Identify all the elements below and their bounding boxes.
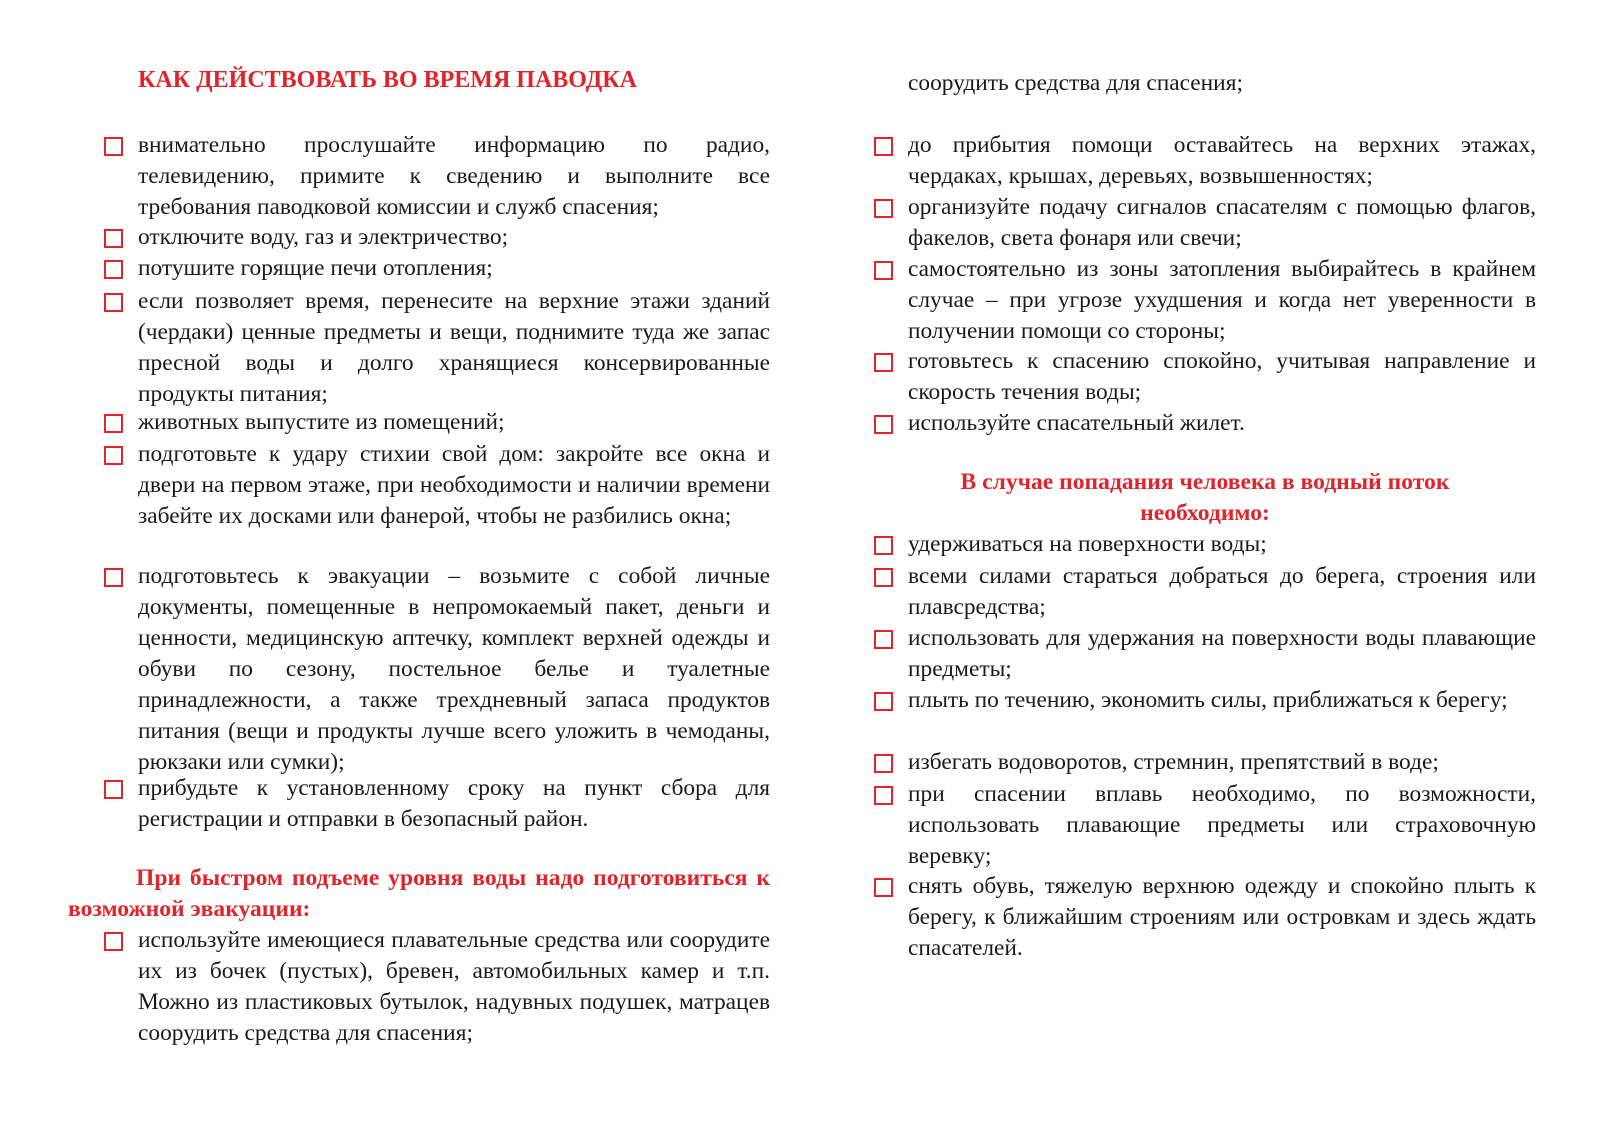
checkbox-icon[interactable]	[874, 199, 893, 218]
list-item: организуйте подачу сигналов спасателям с помощью флагов, факелов, света фонаря или свечи;	[908, 194, 1536, 251]
checkbox-icon[interactable]	[104, 414, 123, 433]
checkbox-icon[interactable]	[874, 353, 893, 372]
list-item: подготовьтесь к эвакуации – возьмите с собой личные документы, помещенные в непромокаемый пакет, деньги и ценности, медицинскую аптечку, комплект верхней одежды и обуви по сезону, постельное белье и туалетные принадлежности, а также трехдневный запаса продуктов питания (вещи и продукты лучше всего уложить в чемоданы, рюкзаки или сумки);	[138, 563, 770, 775]
checkbox-icon[interactable]	[874, 415, 893, 434]
list-item: потушите горящие печи отопления;	[138, 255, 493, 281]
checkbox-icon[interactable]	[874, 261, 893, 280]
checkbox-icon[interactable]	[874, 630, 893, 649]
checkbox-icon[interactable]	[104, 568, 123, 587]
checkbox-icon[interactable]	[874, 754, 893, 773]
checkbox-icon[interactable]	[874, 137, 893, 156]
checkbox-icon[interactable]	[104, 260, 123, 279]
checkbox-icon[interactable]	[104, 137, 123, 156]
checkbox-icon[interactable]	[104, 229, 123, 248]
list-item: готовьтесь к спасению спокойно, учитывая направление и скорость течения воды;	[908, 348, 1536, 405]
section-heading-line: В случае попадания человека в водный поток	[960, 469, 1450, 495]
list-item: при спасении вплавь необходимо, по возможности, использовать плавающие предметы или страховочную веревку;	[908, 781, 1536, 869]
checkbox-icon[interactable]	[104, 293, 123, 312]
list-item: прибудьте к установленному сроку на пункт сбора для регистрации и отправки в безопасный район.	[138, 775, 770, 832]
list-item: плыть по течению, экономить силы, приближаться к берегу;	[908, 687, 1508, 713]
list-item: если позволяет время, перенесите на верхние этажи зданий (чердаки) ценные предметы и вещи, поднимите туда же запас пресной воды и долго хранящиеся консервированные продукты питания;	[138, 288, 770, 407]
list-item: всеми силами стараться добраться до берега, строения или плавсредства;	[908, 563, 1536, 620]
checkbox-icon[interactable]	[874, 692, 893, 711]
section-heading-water-flow	[874, 467, 1536, 529]
page-title: КАК ДЕЙСТВОВАТЬ ВО ВРЕМЯ ПАВОДКА	[138, 67, 637, 93]
checkbox-icon[interactable]	[104, 932, 123, 951]
checkbox-icon[interactable]	[874, 536, 893, 555]
list-item: до прибытия помощи оставайтесь на верхних этажах, чердаках, крышах, деревьях, возвышенностях;	[908, 132, 1536, 189]
list-item-continuation: соорудить средства для спасения;	[908, 70, 1243, 96]
list-item: использовать для удержания на поверхности воды плавающие предметы;	[908, 625, 1536, 682]
checkbox-icon[interactable]	[104, 446, 123, 465]
section-heading-line: необходимо:	[1140, 500, 1270, 526]
list-item: животных выпустите из помещений;	[138, 409, 505, 435]
checkbox-icon[interactable]	[104, 780, 123, 799]
list-item: отключите воду, газ и электричество;	[138, 224, 509, 250]
list-item: снять обувь, тяжелую верхнюю одежду и спокойно плыть к берегу, к ближайшим строениям или островкам и здесь ждать спасателей.	[908, 873, 1536, 961]
checkbox-icon[interactable]	[874, 786, 893, 805]
list-item: используйте спасательный жилет.	[908, 410, 1245, 436]
list-item: внимательно прослушайте информацию по радио, телевидению, примите к сведению и выполните все требования паводковой комиссии и служб спасения;	[138, 132, 770, 220]
checkbox-icon[interactable]	[874, 568, 893, 587]
section-heading-evacuation: При быстром подъеме уровня воды надо подготовиться к возможной эвакуации:	[68, 865, 770, 922]
checkbox-icon[interactable]	[874, 878, 893, 897]
list-item: удерживаться на поверхности воды;	[908, 531, 1267, 557]
list-item: самостоятельно из зоны затопления выбирайтесь в крайнем случае – при угрозе ухудшения и когда нет уверенности в получении помощи со стороны;	[908, 256, 1536, 344]
list-item: используйте имеющиеся плавательные средства или соорудите их из бочек (пустых), бревен, автомобильных камер и т.п. Можно из пластиковых бутылок, надувных подушек, матрацев соорудить средства для спасения;	[138, 927, 770, 1046]
list-item: подготовьте к удару стихии свой дом: закройте все окна и двери на первом этаже, при необходимости и наличии времени забейте их досками или фанерой, чтобы не разбились окна;	[138, 441, 770, 529]
list-item: избегать водоворотов, стремнин, препятствий в воде;	[908, 749, 1439, 775]
